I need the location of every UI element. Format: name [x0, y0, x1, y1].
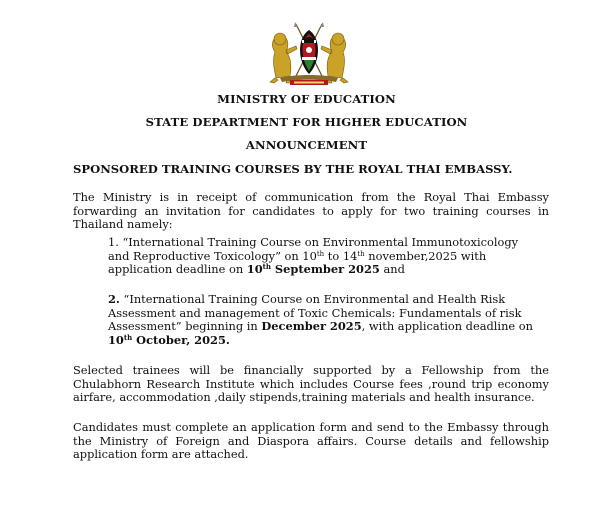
department-heading: STATE DEPARTMENT FOR HIGHER EDUCATION: [145, 115, 468, 129]
superscript: th: [357, 249, 365, 258]
subject-heading: SPONSORED TRAINING COURSES BY THE ROYAL THAI EMBASSY.: [73, 162, 513, 176]
text-run: “International Training Course on Environmental and Health Risk: [119, 292, 506, 306]
course-1-line: 1. “International Training Course on Environmental Immunotoxicology: [108, 235, 519, 249]
course-2-number: 2.: [108, 292, 120, 306]
course-1-line: [108, 250, 548, 264]
text-run: , with application deadline on: [361, 319, 533, 333]
text-run: Assessment” beginning in: [108, 319, 262, 333]
text-run: application deadline on: [108, 262, 247, 276]
apply-paragraph: [73, 421, 549, 462]
intro-paragraph: [73, 191, 549, 232]
support-line: Selected trainees will be financially supported by a Fellowship from the: [73, 363, 549, 377]
support-line: Chulabhorn Research Institute which includes Course fees ,round trip economy: [73, 376, 549, 391]
intro-line: The Ministry is in receipt of communication from the Royal Thai Embassy: [73, 190, 549, 204]
text-run: and: [379, 262, 405, 276]
text-run: September 2025: [270, 262, 380, 276]
support-paragraph: [73, 364, 549, 405]
text-run: October, 2025.: [132, 332, 230, 347]
text-run: 10: [108, 332, 124, 347]
apply-line: the Ministry of Foreign and Diaspora affairs. Course details and fellowship: [73, 433, 549, 448]
superscript: th: [123, 332, 133, 342]
apply-line: application form are attached.: [73, 447, 249, 461]
course-1: [108, 236, 548, 277]
intro-line: Thailand namely:: [73, 217, 173, 231]
text-run: november,2025 with: [364, 248, 487, 263]
superscript: th: [316, 249, 325, 258]
ministry-heading: MINISTRY OF EDUCATION: [217, 92, 396, 106]
superscript: th: [262, 262, 271, 271]
course-2-deadline: [108, 333, 230, 347]
course-1-line: [108, 263, 548, 277]
course-1-deadline: [247, 262, 380, 276]
text-run: and Reproductive Toxicology” on 10: [108, 248, 317, 263]
course-2-line: Assessment and management of Toxic Chemicals: Fundamentals of risk: [108, 305, 522, 320]
course-2-line: [108, 320, 548, 334]
support-line: airfare, accommodation ,daily stipends,training materials and health insurance.: [73, 390, 535, 404]
kenya-coat-of-arms-icon: [266, 20, 352, 86]
apply-line: Candidates must complete an application form and send to the Embassy through: [73, 420, 549, 434]
announcement-heading: ANNOUNCEMENT: [245, 138, 368, 152]
text-run: 10: [246, 262, 263, 276]
text-run: to 14: [324, 248, 358, 263]
course-2-start: December 2025: [261, 319, 362, 333]
course-2: [108, 293, 548, 347]
course-2-line: [108, 293, 548, 307]
intro-line: forwarding an invitation for candidates to apply for two training courses in: [73, 203, 549, 218]
course-2-line: [108, 334, 548, 348]
